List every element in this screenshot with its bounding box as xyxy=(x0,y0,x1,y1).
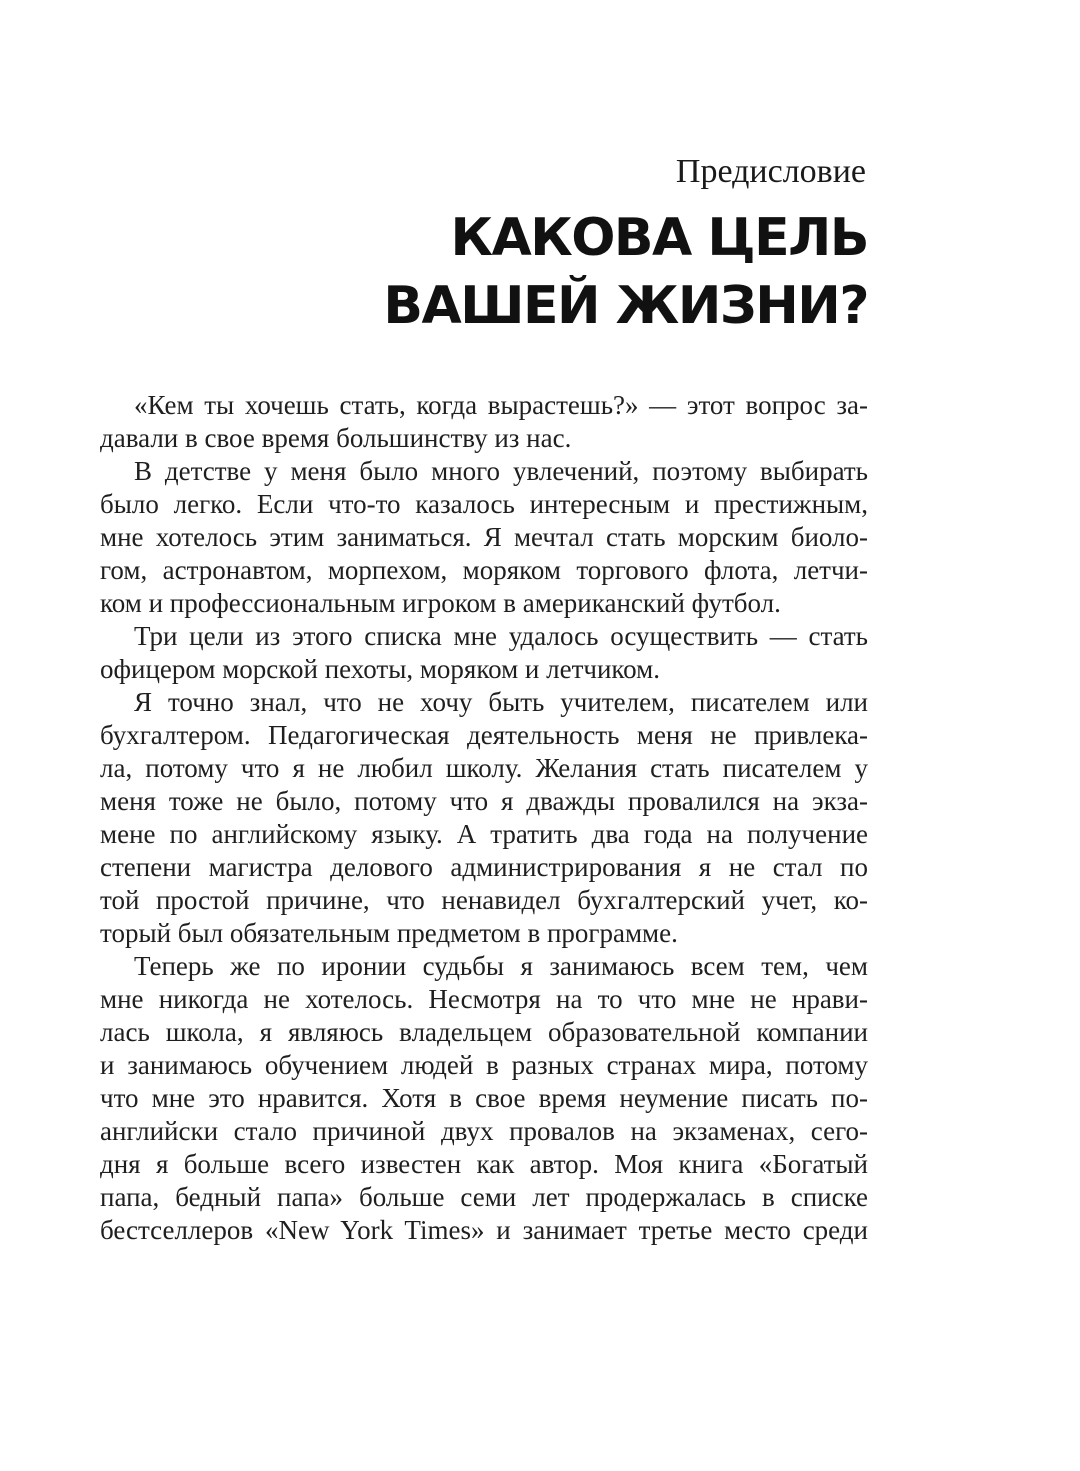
text-line: было легко. Если что-то казалось интересным и престижным, xyxy=(100,489,868,519)
text-line: ла, потому что я не любил школу. Желания стать писателем у xyxy=(100,753,868,783)
text-line: гом, астронавтом, морпехом, моряком торгового флота, летчи- xyxy=(100,555,868,585)
text-line: лась школа, я являюсь владельцем образовательной компании xyxy=(100,1017,868,1047)
text-line: «Кем ты хочешь стать, когда вырастешь?» — этот вопрос за- xyxy=(134,390,868,420)
text-line: В детстве у меня было много увлечений, поэтому выбирать xyxy=(134,456,868,486)
text-line: и занимаюсь обучением людей в разных странах мира, потому xyxy=(100,1050,868,1080)
chapter-title-line: КАКОВА ЦЕЛЬ xyxy=(450,208,868,268)
text-line: той простой причине, что ненавидел бухгалтерский учет, ко- xyxy=(100,885,868,915)
text-line: степени магистра делового администрирования я не стал по xyxy=(100,852,868,882)
section-label: Предисловие xyxy=(675,153,866,190)
text-line: папа, бедный папа» больше семи лет продержалась в списке xyxy=(100,1182,868,1212)
text-line: офицером морской пехоты, моряком и летчиком. xyxy=(100,654,660,684)
text-line: бестселлеров «New York Times» и занимает третье место среди xyxy=(100,1215,868,1245)
text-line: торый был обязательным предметом в программе. xyxy=(100,918,678,948)
text-line: мне хотелось этим заниматься. Я мечтал стать морским биоло- xyxy=(100,522,868,552)
chapter-title xyxy=(383,204,868,340)
text-line: мене по английскому языку. А тратить два года на получение xyxy=(100,819,868,849)
text-line: мне никогда не хотелось. Несмотря на то что мне не нрави- xyxy=(100,984,868,1014)
text-line: давали в свое время большинству из нас. xyxy=(100,423,572,453)
text-line: меня тоже не было, потому что я дважды провалился на экза- xyxy=(100,786,868,816)
body-text xyxy=(100,389,868,1247)
text-line: Теперь же по иронии судьбы я занимаюсь всем тем, чем xyxy=(134,951,868,981)
text-line: английски стало причиной двух провалов на экзаменах, сего- xyxy=(100,1116,868,1146)
chapter-title-line: ВАШЕЙ ЖИЗНИ? xyxy=(383,276,868,336)
text-line: дня я больше всего известен как автор. Моя книга «Богатый xyxy=(100,1149,868,1179)
text-line: Я точно знал, что не хочу быть учителем, писателем или xyxy=(134,687,868,717)
text-line: Три цели из этого списка мне удалось осуществить — стать xyxy=(134,621,868,651)
text-line: что мне это нравится. Хотя в свое время неумение писать по- xyxy=(100,1083,868,1113)
text-line: бухгалтером. Педагогическая деятельность меня не привлека- xyxy=(100,720,868,750)
text-line: ком и профессиональным игроком в американский футбол. xyxy=(100,588,781,618)
